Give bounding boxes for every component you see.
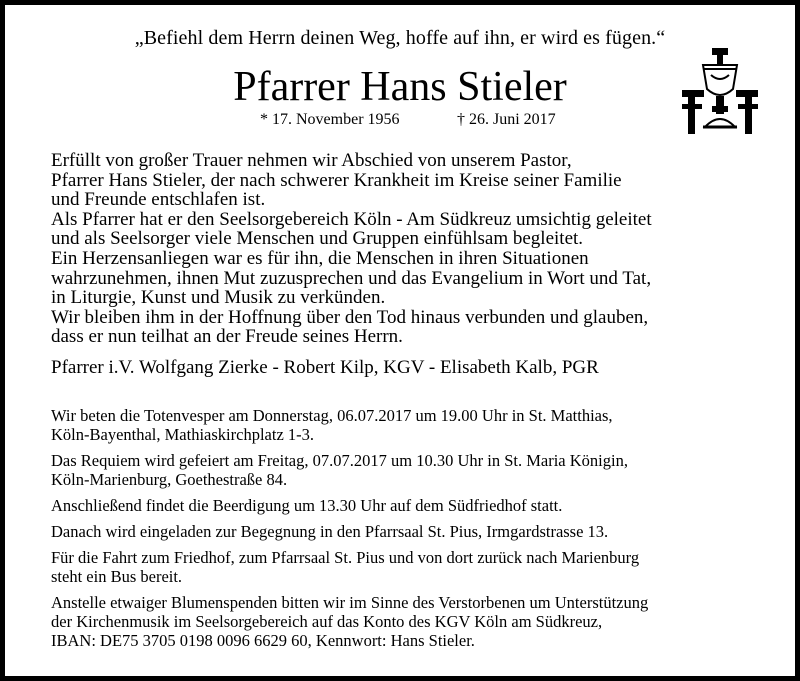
tribute-line: Als Pfarrer hat er den Seelsorgebereich Köln - Am Südkreuz umsichtig geleitet bbox=[51, 208, 652, 230]
info-line: Danach wird eingeladen zur Begegnung in den Pfarrsaal St. Pius, Irmgardstrasse 13. bbox=[51, 522, 609, 541]
info-paragraph bbox=[51, 496, 771, 515]
tribute-line: in Liturgie, Kunst und Musik zu verkünden. bbox=[51, 287, 386, 309]
info-paragraph bbox=[51, 593, 771, 650]
info-line: Das Requiem wird gefeiert am Freitag, 07.07.2017 um 10.30 Uhr in St. Maria Königin, bbox=[51, 451, 628, 470]
tribute-line: Ein Herzensanliegen war es für ihn, die Menschen in ihren Situationen bbox=[51, 247, 589, 269]
info-line: Köln-Marienburg, Goethestraße 84. bbox=[51, 470, 288, 489]
info-line: Wir beten die Totenvesper am Donnerstag, 06.07.2017 um 19.00 Uhr in St. Matthias, bbox=[51, 406, 613, 425]
tribute-text bbox=[51, 151, 771, 347]
info-paragraph bbox=[51, 522, 771, 541]
tribute-line: Pfarrer Hans Stieler, der nach schwerer Krankheit im Kreise seiner Familie bbox=[51, 169, 622, 191]
info-paragraph bbox=[51, 451, 771, 489]
info-paragraph bbox=[51, 406, 771, 444]
tribute-line: und als Seelsorger viele Menschen und Gruppen einfühlsam begleitet. bbox=[51, 228, 584, 250]
chalice-with-crosses-icon bbox=[681, 47, 759, 139]
info-line: IBAN: DE75 3705 0198 0096 6629 60, Kennwort: Hans Stieler. bbox=[51, 631, 475, 650]
tribute-line: wahrzunehmen, ihnen Mut zuzusprechen und das Evangelium in Wort und Tat, bbox=[51, 267, 652, 289]
deceased-name: Pfarrer Hans Stieler bbox=[233, 64, 567, 110]
info-line: Köln-Bayenthal, Mathiaskirchplatz 1-3. bbox=[51, 425, 315, 444]
death-date: † 26. Juni 2017 bbox=[457, 111, 556, 128]
info-line: der Kirchenmusik im Seelsorgebereich auf das Konto des KGV Köln am Südkreuz, bbox=[51, 612, 603, 631]
tribute-line: Wir bleiben ihm in der Hoffnung über den Tod hinaus verbunden und glauben, bbox=[51, 306, 649, 328]
tribute-line: dass er nun teilhat an der Freude seines Herrn. bbox=[51, 326, 403, 348]
info-line: Anschließend findet die Beerdigung um 13.30 Uhr auf dem Südfriedhof statt. bbox=[51, 496, 563, 515]
info-line: steht ein Bus bereit. bbox=[51, 567, 183, 586]
birth-date: * 17. November 1956 bbox=[260, 111, 400, 128]
tribute-line: und Freunde entschlafen ist. bbox=[51, 189, 266, 211]
tribute-line: Erfüllt von großer Trauer nehmen wir Abschied von unserem Pastor, bbox=[51, 150, 572, 171]
service-information bbox=[51, 406, 771, 650]
info-paragraph bbox=[51, 548, 771, 586]
info-line: Anstelle etwaiger Blumenspenden bitten wir im Sinne des Verstorbenen um Unterstützung bbox=[51, 593, 649, 612]
info-line: Für die Fahrt zum Friedhof, zum Pfarrsaal St. Pius und von dort zurück nach Marienburg bbox=[51, 548, 640, 567]
signatories: Pfarrer i.V. Wolfgang Zierke - Robert Kilp, KGV - Elisabeth Kalb, PGR bbox=[51, 357, 599, 378]
bible-quote: „Befiehl dem Herrn deinen Weg, hoffe auf ihn, er wird es fügen.“ bbox=[134, 27, 666, 49]
